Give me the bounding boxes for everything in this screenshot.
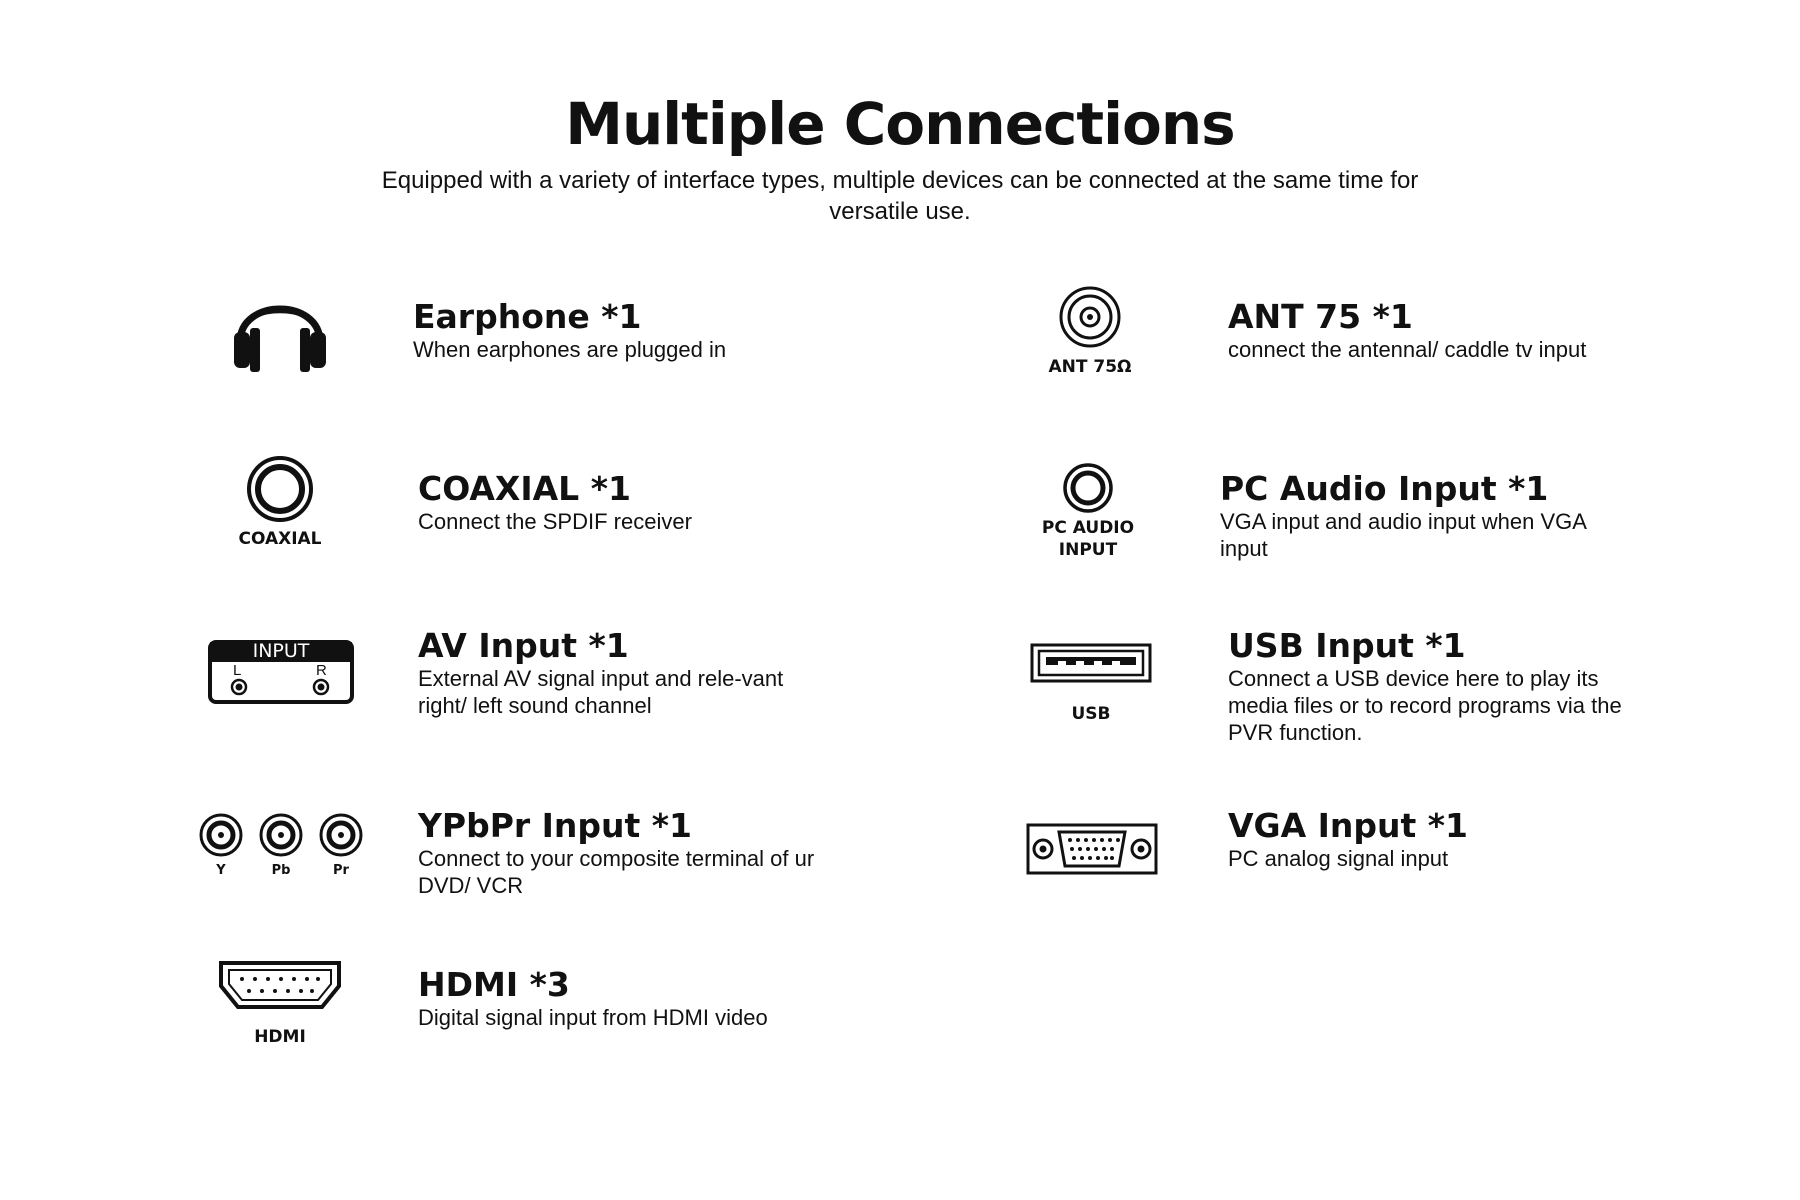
connection-name: AV Input *1 <box>418 626 629 665</box>
usb-port-icon <box>1030 643 1152 683</box>
connection-name: USB Input *1 <box>1228 626 1466 665</box>
connection-description: Digital signal input from HDMI video <box>418 1005 768 1030</box>
ypbpr-ports-icon <box>199 813 363 857</box>
coaxial-port-icon <box>246 455 314 523</box>
connection-coaxial <box>418 470 818 535</box>
ypbpr-label-y: Y <box>216 863 226 878</box>
connection-earphone <box>413 298 833 363</box>
hdmi-port-icon <box>218 960 342 1010</box>
vga-port-icon <box>1026 823 1158 875</box>
antenna-port-icon <box>1058 285 1122 349</box>
hdmi-caption: HDMI <box>254 1027 306 1047</box>
av-input-label: INPUT <box>252 640 310 662</box>
connection-description: Connect the SPDIF receiver <box>418 509 692 534</box>
ypbpr-label-pr: Pr <box>333 863 349 878</box>
connection-name: Earphone *1 <box>413 297 642 336</box>
connection-name: COAXIAL *1 <box>418 469 631 508</box>
usb-caption: USB <box>1071 704 1111 724</box>
pc-audio-port-icon <box>1062 462 1114 514</box>
av-right-label: R <box>316 662 327 679</box>
pc-audio-caption: PC AUDIO INPUT <box>1041 518 1135 560</box>
antenna-caption: ANT 75Ω <box>1048 357 1132 377</box>
connection-description: When earphones are plugged in <box>413 337 727 362</box>
connection-hdmi <box>418 966 838 1031</box>
connection-description: PC analog signal input <box>1228 846 1449 871</box>
connection-ant75 <box>1228 298 1648 363</box>
connection-name: ANT 75 *1 <box>1228 297 1413 336</box>
headphones-icon <box>230 280 330 376</box>
connection-description: Connect a USB device here to play its media files or to record programs via the PVR function. <box>1228 666 1622 745</box>
connection-name: HDMI *3 <box>418 965 570 1004</box>
connection-av-input <box>418 627 818 719</box>
connection-usb <box>1228 627 1628 746</box>
connection-description: VGA input and audio input when VGA input <box>1220 509 1586 561</box>
coaxial-caption: COAXIAL <box>238 529 322 549</box>
connection-name: YPbPr Input *1 <box>418 806 693 845</box>
av-left-label: L <box>233 662 242 679</box>
connection-name: PC Audio Input *1 <box>1220 469 1549 508</box>
connection-description: External AV signal input and rele-vant right/ left sound channel <box>418 666 784 718</box>
connection-vga <box>1228 807 1628 872</box>
page-subtitle: Equipped with a variety of interface types, multiple devices can be connected at the same time for versatile use. <box>381 167 1419 225</box>
connection-description: connect the antennal/ caddle tv input <box>1228 337 1587 362</box>
ypbpr-label-pb: Pb <box>271 863 291 878</box>
page-title: Multiple Connections <box>565 90 1235 158</box>
connection-name: VGA Input *1 <box>1228 806 1469 845</box>
connection-pc-audio <box>1220 470 1620 562</box>
connection-ypbpr <box>418 807 818 899</box>
connection-description: Connect to your composite terminal of ur DVD/ VCR <box>418 846 815 898</box>
